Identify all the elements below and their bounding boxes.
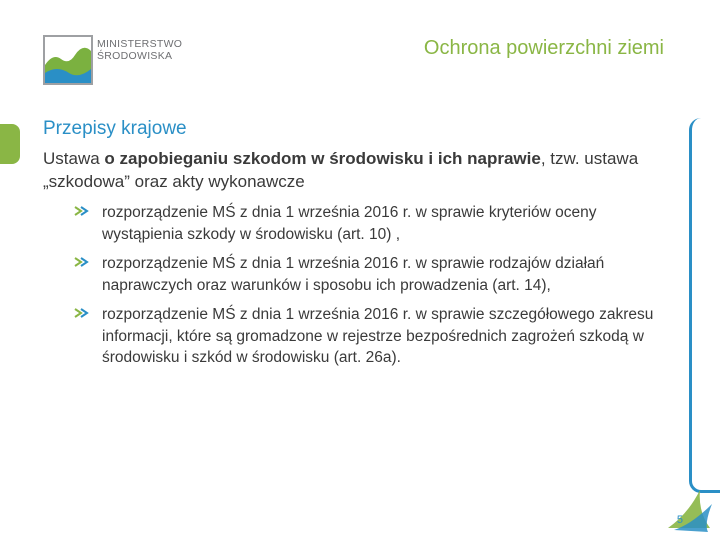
list-item-text: rozporządzenie MŚ z dnia 1 września 2016 r. w sprawie rodzajów działań naprawczych oraz warunków i sposobu ich prowadzenia (art. 14), (102, 255, 605, 294)
swoosh-icon (664, 484, 716, 534)
logo-text-line2: ŚRODOWISKA (97, 50, 173, 62)
ministry-logo (43, 35, 193, 87)
intro-suffix: , tzw. ustawa „szkodowa” oraz akty wykonawcze (43, 149, 639, 191)
regulations-list (74, 202, 654, 377)
list-item (74, 202, 654, 245)
slide-title: Ochrona powierzchni ziemi (423, 37, 664, 59)
right-accent-bar (689, 118, 720, 493)
intro-law-title: o zapobieganiu szkodom w środowisku i ich naprawie (104, 149, 541, 168)
intro-paragraph (43, 147, 683, 193)
chevron-bullet-icon (74, 257, 90, 267)
list-item (74, 253, 654, 296)
list-item-text: rozporządzenie MŚ z dnia 1 września 2016 r. w sprawie kryteriów oceny wystąpienia szkody w środowisku (art. 10) , (102, 204, 597, 243)
left-accent-tab (0, 124, 20, 164)
chevron-bullet-icon (74, 206, 90, 216)
list-item (74, 304, 654, 369)
intro-prefix: Ustawa (43, 149, 105, 168)
logo-text (97, 38, 182, 62)
page-number: 5 (676, 514, 683, 526)
chevron-bullet-icon (74, 308, 90, 318)
ministry-logo-icon (43, 35, 93, 85)
list-item-text: rozporządzenie MŚ z dnia 1 września 2016 r. w sprawie szczegółowego zakresu informacji, które są gromadzone w rejestrze bezpośrednich zagrożeń szkodą w środowisku i szkód w środowisku (art. 26a). (102, 306, 654, 366)
section-heading: Przepisy krajowe (43, 118, 187, 139)
logo-text-line1: MINISTERSTWO (97, 38, 183, 50)
